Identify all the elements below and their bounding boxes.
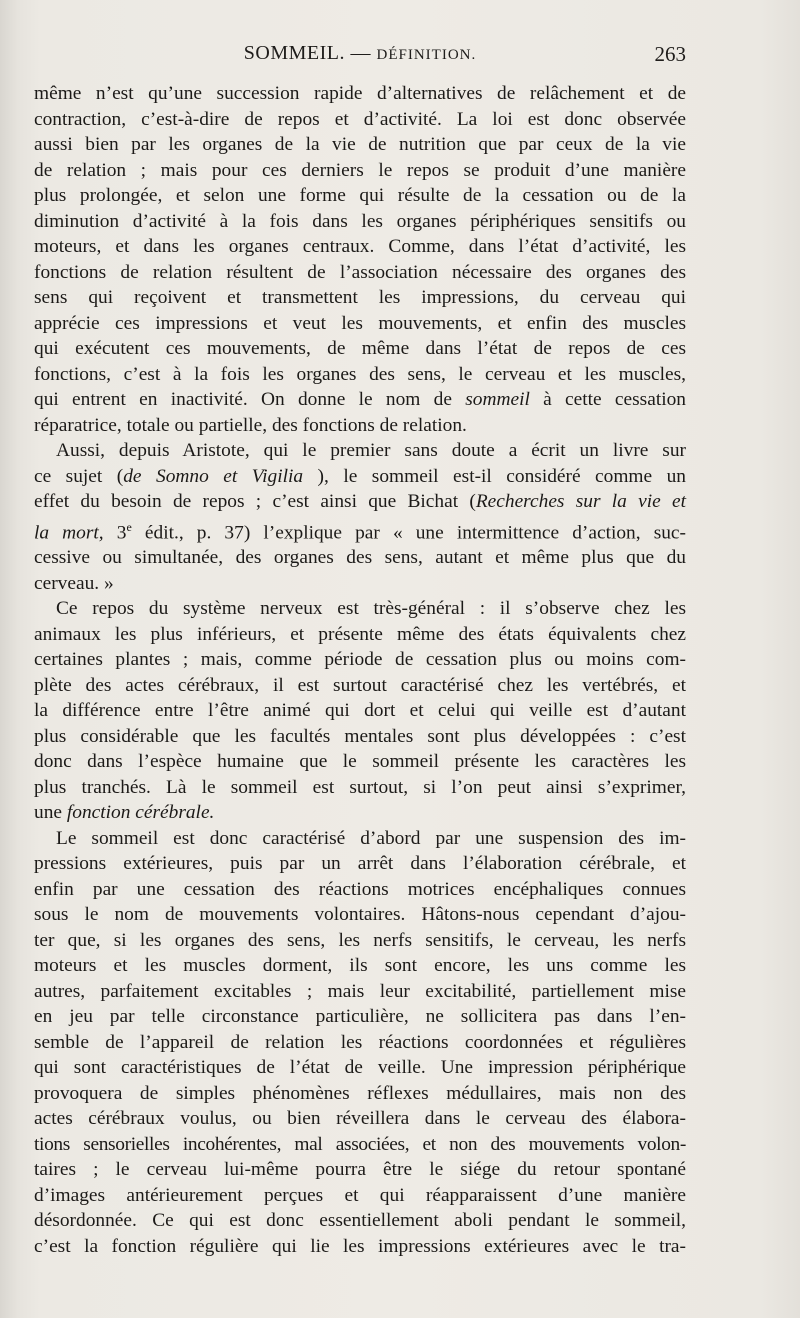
body-text [34,81,686,1259]
text-line [34,515,686,546]
paragraph-1 [34,81,686,438]
text-line: plète des actes cérébraux, il est surtout caractérisé chez les vertébrés, et [34,674,686,696]
text-line: sens qui reçoivent et transmettent les impressions, du cerveau qui [34,287,686,308]
text-line: pressions extérieures, puis par un arrêt dans l’élaboration cérébrale, et [34,853,686,875]
header-dash: — [350,42,371,64]
text-line: de relation ; mais pour ces derniers le repos se produit d’une manière [34,159,686,181]
text-line: diminution d’activité à la fois dans les organes périphériques sensitifs ou [34,210,686,232]
text-segment: une [34,802,62,824]
edition-superscript: e [126,519,132,534]
text-line: moteurs et les muscles dorment, ils sont encore, les uns comme les [34,955,686,977]
text-line: Ce repos du système nerveux est très-général : il s’observe chez les [56,598,686,620]
text-line: qui exécutent ces mouvements, de même dans l’état de repos de ces [34,338,686,359]
text-line: c’est la fonction régulière qui lie les impressions extérieures avec le tra- [34,1235,686,1257]
text-line: fonctions de relation résultent de l’association nécessaire des organes des [34,261,686,283]
italic-term-sommeil: sommeil [465,389,530,410]
text-line: autres, parfaitement excitables ; mais leur excitabilité, partiellement mise [34,980,686,1002]
text-line: cessive ou simultanée, des organes des sens, autant et même plus que du [34,547,686,569]
text-line: plus prolongée, et selon une forme qui résulte de la cessation ou de la [34,185,686,206]
text-line: réparatrice, totale ou partielle, des fonctions de relation. [34,414,467,436]
italic-title-recherches: Recherches sur la vie et [475,491,686,512]
text-line: actes cérébraux voulus, ou bien réveillera dans le cerveau des élabora- [34,1108,686,1130]
text-line: plus considérable que les facultés mentales sont plus développées : c’est [34,725,686,747]
paragraph-4 [34,826,686,1260]
text-line: contraction, c’est-à-dire de repos et d’activité. La loi est donc observée [34,108,686,130]
text-line: certaines plantes ; mais, comme période de cessation plus ou moins com- [34,649,686,671]
edition-number: 3 [116,521,127,543]
text-line: tions sensorielles incohérentes, mal associées, et non des mouvements volon- [34,1133,686,1155]
text-segment: qui entrent en inactivité. On donne le nom de [34,389,452,410]
running-header [34,42,686,72]
text-line: Le sommeil est donc caractérisé d’abord par une suspension des im- [56,827,686,849]
text-line: désordonnée. Ce qui est donc essentiellement aboli pendant le sommeil, [34,1210,686,1232]
text-line [34,387,686,413]
text-line [34,489,686,515]
text-line: aussi bien par les organes de la vie de nutrition que par ceux de la vie [34,134,686,155]
header-subtitle: DÉFINITION. [376,47,477,63]
text-line: provoquera de simples phénomènes réflexes médullaires, mais non des [34,1082,686,1104]
italic-title-la-mort: la mort, [34,521,104,543]
running-title [34,42,686,65]
text-line: cerveau. » [34,572,114,594]
page-number: 263 [654,42,686,66]
paragraph-2 [34,438,686,596]
text-line: Aussi, depuis Aristote, qui le premier sans doute a écrit un livre sur [56,440,686,461]
text-line: enfin par une cessation des réactions motrices encéphaliques connues [34,878,686,900]
text-line: animaux les plus inférieurs, et présente même des états équivalents chez [34,623,686,645]
text-line: moteurs, et dans les organes centraux. Comme, dans l’état d’activité, les [34,236,686,257]
paragraph-3 [34,596,686,826]
text-segment: effet du besoin de repos ; c’est ainsi que Bichat ( [34,491,476,512]
text-segment: à cette cessation [543,389,686,410]
text-line: fonctions, c’est à la fois les organes des sens, le cerveau et les muscles, [34,363,686,385]
text-line: plus tranchés. Là le sommeil est surtout, si l’on peut ainsi s’exprimer, [34,776,686,798]
text-segment: ce sujet ( [34,465,124,487]
text-line: donc dans l’espèce humaine que le sommeil présente les caractères les [34,751,686,773]
italic-term-fonction-cerebrale: fonction cérébrale. [66,802,215,824]
text-line: sous le nom de mouvements volontaires. Hâtons-nous cependant d’ajou- [34,904,686,926]
italic-title-de-somno: de Somno et Vigilia [123,465,304,487]
text-line: taires ; le cerveau lui-même pourra être le siége du retour spontané [34,1159,686,1181]
text-line [34,464,686,490]
text-line: semble de l’appareil de relation les réactions coordonnées et régulières [34,1031,686,1053]
text-line: ter que, si les organes des sens, les nerfs sensitifs, le cerveau, les nerfs [34,929,686,951]
header-title: SOMMEIL. [243,42,345,64]
text-line: la différence entre l’être animé qui dort et celui qui veille est d’autant [34,700,686,722]
text-line: même n’est qu’une succession rapide d’alternatives de relâchement et de [34,83,686,104]
text-line [34,800,686,826]
text-segment: ), le sommeil est-il considéré comme un [317,465,686,487]
text-segment: édit., p. 37) l’explique par « une intermittence d’action, suc- [144,521,686,543]
text-line: en jeu par telle circonstance particulière, ne sollicitera pas dans l’en- [34,1006,686,1028]
text-line: qui sont caractéristiques de l’état de veille. Une impression périphérique [34,1057,686,1079]
text-line: apprécie ces impressions et veut les mouvements, et enfin des muscles [34,312,686,334]
text-line: d’images antérieurement perçues et qui réapparaissent d’une manière [34,1184,686,1206]
